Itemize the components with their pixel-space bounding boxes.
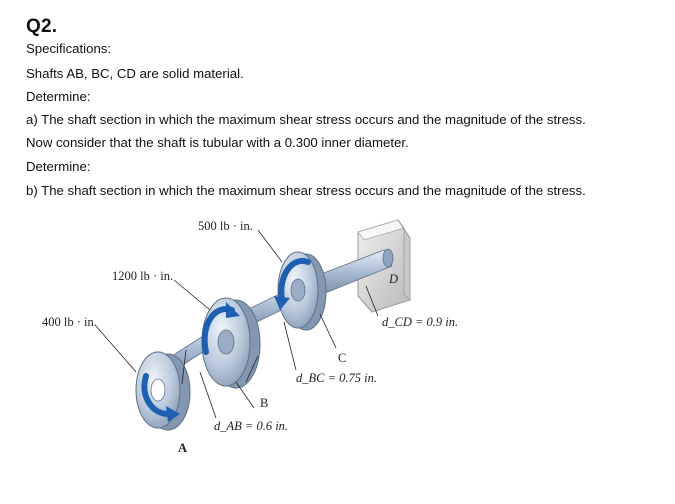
label-a: A bbox=[178, 441, 188, 455]
spec-shafts: Shafts AB, BC, CD are solid material. bbox=[26, 66, 244, 81]
part-b-text: b) The shaft section in which the maximum shear stress occurs and the magnitude of the stress. bbox=[26, 183, 586, 198]
label-d: D bbox=[389, 272, 399, 286]
diameter-bc-label: d_BC = 0.75 in. bbox=[296, 371, 378, 385]
torque-1200-label: 1200 lb · in. bbox=[112, 269, 174, 283]
spec-heading: Specifications: bbox=[26, 41, 112, 56]
disk-b bbox=[202, 298, 260, 388]
label-c: C bbox=[338, 351, 347, 365]
question-title: Q2. bbox=[26, 16, 58, 37]
tubular-note: Now consider that the shaft is tubular with a 0.300 inner diameter. bbox=[26, 135, 409, 150]
diameter-ab-label: d_AB = 0.6 in. bbox=[214, 419, 289, 433]
torque-500-label: 500 lb · in. bbox=[198, 219, 253, 233]
torque-400-label: 400 lb · in. bbox=[42, 315, 97, 329]
determine-heading-1: Determine: bbox=[26, 89, 91, 104]
part-a-text: a) The shaft section in which the maximum shear stress occurs and the magnitude of the stress. bbox=[26, 112, 586, 127]
disk-c bbox=[274, 252, 326, 330]
diameter-cd-label: d_CD = 0.9 in. bbox=[382, 315, 459, 329]
determine-heading-2: Determine: bbox=[26, 159, 91, 174]
disk-a bbox=[136, 352, 190, 430]
label-b: B bbox=[260, 396, 269, 410]
